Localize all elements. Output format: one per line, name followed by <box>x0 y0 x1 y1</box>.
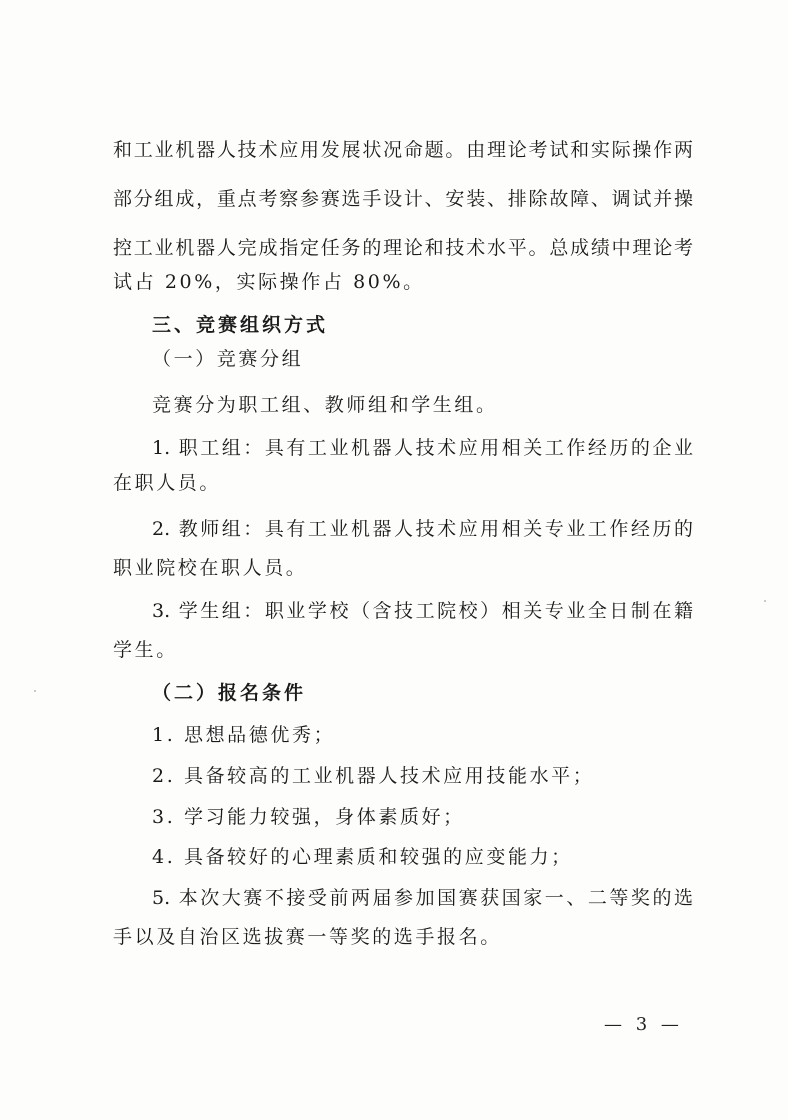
body-text-line: 控工业机器人完成指定任务的理论和技术水平。总成绩中理论考 <box>113 237 693 259</box>
body-text-line: 竞赛分为职工组、教师组和学生组。 <box>152 394 498 416</box>
list-item-line: 职业院校在职人员。 <box>113 557 308 579</box>
scan-speck <box>764 600 766 602</box>
page-number: — 3 — <box>604 1014 683 1035</box>
body-text-line: 试占 20%，实际操作占 80%。 <box>113 271 425 293</box>
scan-speck <box>34 690 36 692</box>
list-item-line: 在职人员。 <box>113 472 222 494</box>
section-heading: 三、竞赛组织方式 <box>152 314 329 336</box>
list-item-line: 3. 学生组：职业学校（含技工院校）相关专业全日制在籍 <box>152 600 693 622</box>
list-item-line: 学生。 <box>113 639 178 661</box>
list-item-line: 2. 具备较高的工业机器人技术应用技能水平； <box>152 765 595 787</box>
list-item-line: 4. 具备较好的心理素质和较强的应变能力； <box>152 846 573 868</box>
subsection-heading: （一）竞赛分组 <box>152 348 304 370</box>
subsection-heading: （二）报名条件 <box>152 682 307 704</box>
list-item-line: 1. 职工组：具有工业机器人技术应用相关工作经历的企业 <box>152 437 693 459</box>
list-item-line: 手以及自治区选拔赛一等奖的选手报名。 <box>113 926 502 948</box>
list-item-line: 1. 思想品德优秀； <box>152 724 336 746</box>
list-item-line: 5. 本次大赛不接受前两届参加国赛获国家一、二等奖的选 <box>152 887 693 909</box>
body-text-line: 部分组成，重点考察参赛选手设计、安装、排除故障、调试并操 <box>113 188 693 210</box>
body-text-line: 和工业机器人技术应用发展状况命题。由理论考试和实际操作两 <box>113 139 693 161</box>
list-item-line: 3. 学习能力较强，身体素质好； <box>152 806 465 828</box>
list-item-line: 2. 教师组：具有工业机器人技术应用相关专业工作经历的 <box>152 518 693 540</box>
